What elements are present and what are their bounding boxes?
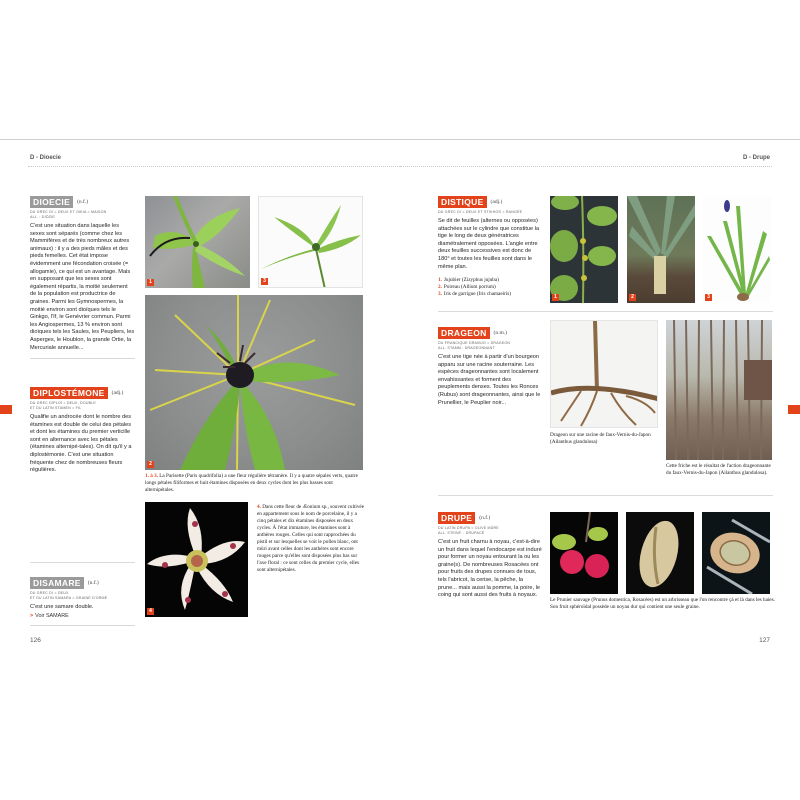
- plant-illustration: [145, 196, 250, 288]
- photo-poireau-2: [627, 196, 695, 303]
- headword: DRUPE: [438, 512, 475, 524]
- entry-diplostemone: [30, 387, 135, 475]
- headword: DIPLOSTÉMONE: [30, 387, 108, 399]
- part-of-speech: (n.m.): [493, 330, 507, 336]
- legend-item: 1. Jujubier (Zizyphus jujuba): [438, 277, 499, 284]
- part-of-speech: (adj.): [490, 199, 503, 205]
- etymology: DU GREC DI = DEUX ET STIKHOS = RANGÉE: [438, 210, 523, 214]
- part-of-speech: (n.f.): [479, 515, 491, 521]
- headword: DIOECIE: [30, 196, 73, 208]
- plant-illustration: [145, 295, 363, 470]
- etymology: DU LATIN DRUPA = OLIVE MÛRE ALL. STEINF. : DRUPACÉ: [438, 526, 499, 535]
- legend-item: 3. Iris de garrigue (Iris chamaeiris): [438, 291, 512, 298]
- see-also-link[interactable]: > Voir SAMARE: [30, 612, 69, 619]
- entry-distique: [438, 196, 543, 298]
- arrow-icon: >: [30, 612, 34, 619]
- caption-aeonium: 4. Dans cette fleur de Æonium sp., souvent cultivée en appartement sous le nom de porcelaine, il y a cinq pétales et dix étamines disposées en deux cycles. À l'état immature, les étamines sont à anthères rouges. Celles qui sont rapprochées du pistil et sur lesquelles se voit le pollen blanc, ont mûri avant celles dont les anthères sont encore rouges parce qu'elles sont disposées plus bas sur l'axe floral : ce sont celles du premier cycle, elles sont alternipétales.: [257, 504, 365, 573]
- photo-prunier-fruits: [550, 512, 618, 594]
- caption-prunier: Le Prunier sauvage (Prunus domestica, Rosacées) est un arbrisseau que l'on rencontre çà et là dans les haies. Son fruit sphéroïdal possède un noyau dur qui contient une seule graine.: [550, 597, 775, 610]
- photo-number-badge: 3: [705, 294, 712, 301]
- thumb-tab-right: [788, 405, 800, 414]
- etymology: DU FRANCIQUE DRAIBJO = DRAGEON ALL. STAMM : DRAGEONNANT: [438, 341, 511, 350]
- left-page: [0, 140, 400, 660]
- entry-drageon: [438, 327, 543, 407]
- photo-friche: [666, 320, 772, 460]
- caption-drageon-root: Drageon sur une racine de faux-Vernis-du-Japon (Ailanthus glandulosa): [550, 432, 651, 445]
- photo-number-badge: 3: [261, 278, 268, 285]
- entry-divider: [438, 495, 773, 496]
- fruit-illustration: [550, 512, 618, 594]
- entry-divider: [30, 358, 135, 359]
- legend-item: 2. Poireau (Allium porrum): [438, 284, 496, 291]
- definition: Se dit de feuilles (alternes ou opposées) attachées sur le cylindre que constitue la tige le long de deux génératrices diamétralement opposées. L'angle entre deux feuilles successives est donc de 180° et toutes les feuilles sont dans le même plan.: [438, 218, 540, 270]
- definition: Qualifie un androcée dont le nombre des étamines est double de celui des pétales et dont les étamines du premier verticille sont en alternance avec les pétales (étamines alternipé-tales). On dit qu'il y a diplostémonie. C'est une situation fréquente chez de nombreuses fleurs régulières.: [30, 414, 132, 474]
- running-rule-left: [28, 166, 400, 167]
- thicket-illustration: [666, 320, 772, 460]
- page-number-right: 127: [759, 637, 770, 644]
- plant-illustration: [627, 196, 695, 303]
- photo-number-badge: 2: [147, 461, 154, 468]
- entry-disamare: [30, 577, 135, 626]
- definition: C'est une samare double.: [30, 604, 94, 610]
- part-of-speech: (adj.): [111, 390, 124, 396]
- etymology: DU GREC DI = DEUX ET OIKIA = MAISON ALL. : DIÖZIE: [30, 210, 107, 219]
- plant-illustration: [703, 196, 771, 303]
- headword: DISAMARE: [30, 577, 84, 589]
- entry-divider: [30, 562, 135, 563]
- plant-illustration: [550, 196, 618, 303]
- photo-number-badge: 1: [147, 279, 154, 286]
- right-page: [400, 140, 800, 660]
- photo-jujubier-1: [550, 196, 618, 303]
- photo-number-badge: 4: [147, 608, 154, 615]
- root-illustration: [551, 321, 658, 428]
- photo-iris-3: [703, 196, 771, 303]
- headword: DRAGEON: [438, 327, 490, 339]
- photo-drageon-root: [550, 320, 658, 428]
- photo-parisette-3: [258, 196, 363, 288]
- photo-aeonium-4: [145, 502, 248, 617]
- photo-noyau-coupe: [702, 512, 770, 594]
- photo-parisette-1: [145, 196, 250, 288]
- definition: C'est un fruit charnu à noyau, c'est-à-dire un fruit dans lequel l'endocarpe est induré pour former un noyau entourant la ou les graine(s). De nombreuses Rosacées ont pour fruits des drupes connues de tous, tels l'abricot, la cerise, la pêche, la prune... mais aussi la pomme, la poire, le coing qui sont aussi des fruits à noyaux.: [438, 539, 542, 599]
- definition: C'est une tige née à partir d'un bourgeon apparu sur une racine souterraine. Les espèces drageonnantes sont localement envahissantes et forment des peuplements denses. Toutes les Ronces (Rubus) sont drageonnantes, ainsi que le Prunellier, le Peuplier noir...: [438, 354, 541, 406]
- flower-illustration: [145, 502, 248, 617]
- plant-illustration: [259, 197, 363, 288]
- running-head-left: D - Dioecie: [30, 155, 62, 161]
- photo-number-badge: 1: [552, 294, 559, 301]
- caption-parisette: 1. à 3. La Parisette (Paris quadrifolia) a une fleur régulière tétramère. Il y a quatre sépales verts, quatre longs pétales filiformes et huit étamines disposées en deux cycles dont les plus basses sont alternipétales.: [145, 473, 358, 493]
- part-of-speech: (n.f.): [87, 580, 99, 586]
- photo-legend: [438, 277, 543, 298]
- photo-parisette-2: [145, 295, 363, 470]
- entry-divider: [30, 625, 135, 626]
- thumb-tab-left: [0, 405, 12, 414]
- stone-section-illustration: [702, 512, 770, 594]
- part-of-speech: (n.f.): [77, 199, 89, 205]
- caption-friche: Cette friche est le résultat de l'action drageonnante du faux-Vernis-du-Japon (Ailanthus glandulosa).: [666, 463, 771, 476]
- definition: C'est une situation dans laquelle les sexes sont séparés (comme chez les Mammifères et de très nombreux autres animaux) : il y a des pieds mâles et des pieds femelles. Cet état impose évidemment une fécondation croisée (= allogamie), ce qui est un avantage. Mais en supposant que les sexes sont également répartis, la moitié seulement de la population est productrice de graines. Parmi les Gymnospermes, la moitié environ sont dioïques tels le Ginkgo, l'If, le Genévrier commun. Parmi les Angiospermes, 13 % environ sont dioïques tels les Saules, les Peupliers, les Asperges, le Houblon, la grande Ortie, la Mercuriale annuelle...: [30, 223, 135, 351]
- stone-illustration: [626, 512, 694, 594]
- entry-divider: [438, 311, 773, 312]
- running-head-right: D - Drupe: [743, 155, 770, 161]
- entry-drupe: [438, 512, 543, 600]
- headword: DISTIQUE: [438, 196, 487, 208]
- running-rule-right: [400, 166, 772, 167]
- etymology: DU GREC DIPLOÏ = DEUX, DOUBLE ET DU LATIN STAMEN = FIL: [30, 401, 97, 410]
- etymology: DU GREC DI = DEUX ET DU LATIN SAMARA = GRAINE D'ORME: [30, 591, 108, 600]
- entry-dioecie: [30, 196, 135, 359]
- photo-number-badge: 2: [629, 294, 636, 301]
- photo-noyau: [626, 512, 694, 594]
- page-number-left: 126: [30, 637, 41, 644]
